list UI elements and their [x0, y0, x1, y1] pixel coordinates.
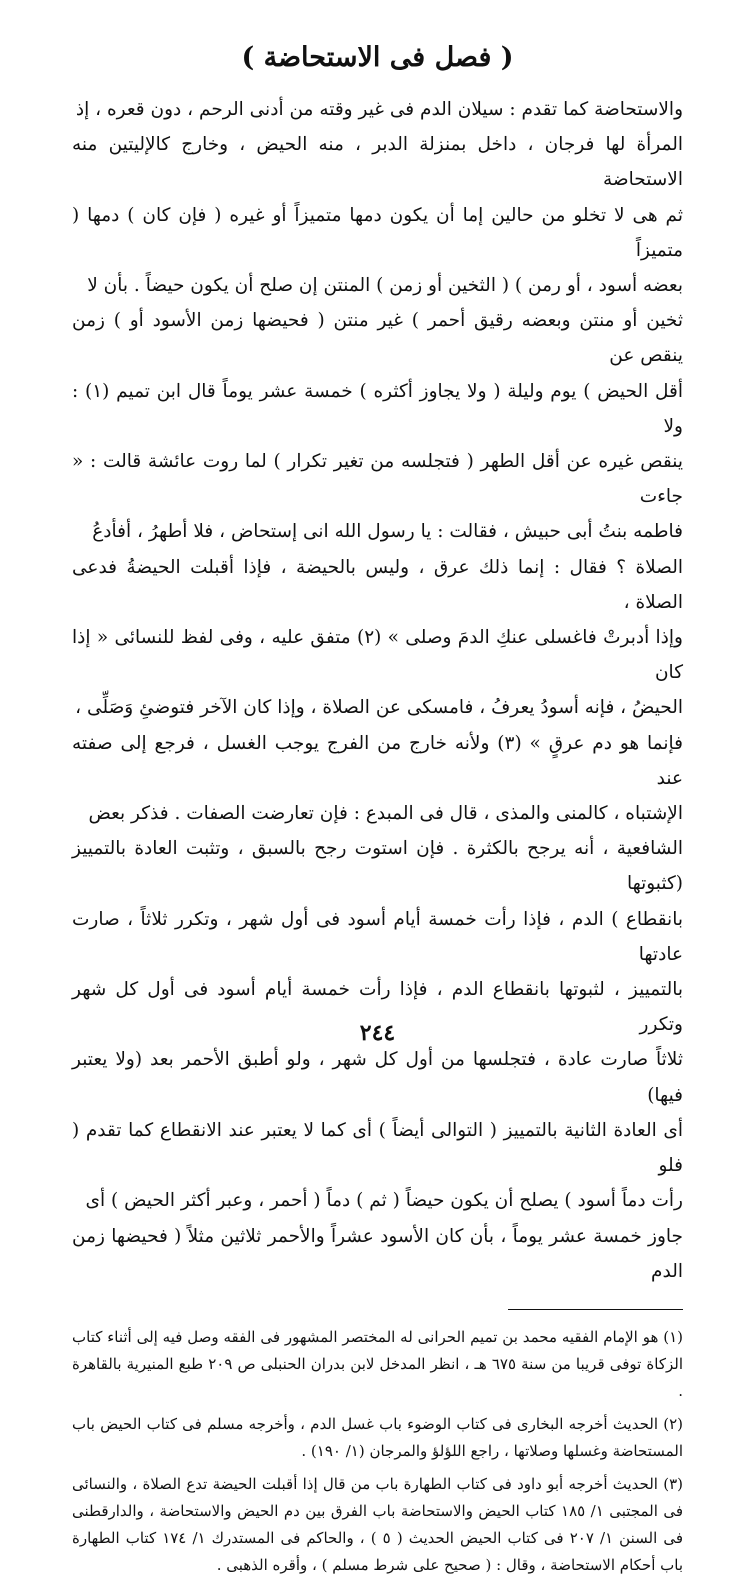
- section-title: ( فصل فى الاستحاضة ): [241, 42, 514, 73]
- text-line: ثخين أو منتن وبعضه رقيق أحمر ) غير منتن ( فحيضها زمن الأسود أو ) زمن ينقص عن: [72, 310, 683, 367]
- text-line: جاوز خمسة عشر يوماً ، بأن كان الأسود عشراً والأحمر ثلاثين مثلاً ( فحيضها زمن الدم: [72, 1225, 683, 1282]
- text-line: المرأة لها فرجان ، داخل بمنزلة الدبر ، منه الحيض ، وخارج كالإليتين منه الاستحاضة: [72, 134, 683, 191]
- main-text: [72, 92, 683, 1289]
- footnote: (١) هو الإمام الفقيه محمد بن تميم الحرانى له المختصر المشهور فى الفقه وصل فيه إلى أثناء كتاب الزكاة توفى قريبا من سنة ٦٧٥ هـ ، انظر المدخل لابن بدران الحنبلى ص ٢٠٩ طبع المنيرية بالقاهرة .: [72, 1327, 683, 1400]
- text-line: الحيضُ ، فإنه أسودُ يعرفُ ، فامسكى عن الصلاة ، وإذا كان الآخر فتوضئِ وَصَلِّى ،: [75, 697, 683, 719]
- text-line: وإذا أدبرتْ فاغسلى عنكِ الدمَ وصلى » (٢) متفق عليه ، وفى لفظ للنسائى « إذا كان: [72, 627, 683, 684]
- text-line: بانقطاع ) الدم ، فإذا رأت خمسة أيام أسود فى أول شهر ، وتكرر ثلاثاً ، صارت عادتها: [72, 908, 683, 965]
- text-line: فاطمه بنتُ أبى حبيش ، فقالت : يا رسول الله انى إستحاض ، فلا أطهرُ ، أفأدعُ: [92, 521, 683, 543]
- text-line: بعضه أسود ، أو رمن ) ( الثخين أو زمن ) المنتن إن صلح أن يكون حيضاً . بأن لا: [87, 275, 683, 297]
- footnote-separator: [508, 1309, 683, 1310]
- text-line: الشافعية ، أنه يرجح بالكثرة . فإن استوت رجح بالسبق ، وتثبت العادة بالتمييز (كثبوتها: [72, 838, 683, 895]
- text-line: الإشتباه ، كالمنى والمذى ، قال فى المبدع : فإن تعارضت الصفات . فذكر بعض: [88, 803, 683, 825]
- text-line: أقل الحيض ) يوم وليلة ( ولا يجاوز أكثره ) خمسة عشر يوماً قال ابن تميم (١) : ولا: [72, 380, 683, 437]
- text-line: والاستحاضة كما تقدم : سيلان الدم فى غير وقته من أدنى الرحم ، دون قعره ، إذ: [75, 99, 683, 120]
- page-number: ٢٤٤: [359, 1020, 396, 1046]
- footnotes: [72, 1324, 683, 1579]
- text-line: الصلاة ؟ فقال : إنما ذلك عرق ، وليس بالحيضة ، فإذا أقبلت الحيضةُ فدعى الصلاة ،: [72, 556, 683, 613]
- footnote: (٣) الحديث أخرجه أبو داود فى كتاب الطهارة باب من قال إذا أقبلت الحيضة تدع الصلاة ، والنسائى فى المجتبى ١/ ١٨٥ كتاب الحيض والاستحاضة باب الفرق بين دم الحيض والاستحاضة ، والدارقطنى فى السنن ١/ ٢٠٧ فى كتاب الحيض الحديث ( ٥ ) ، والحاكم فى المستدرك ١/ ١٧٤ كتاب الطهارة باب أحكام الاستحاضة ، وقال : ( صحيح على شرط مسلم ) ، وأقره الذهبى .: [72, 1474, 684, 1574]
- text-line: ثلاثاً صارت عادة ، فتجلسها من أول كل شهر ، ولو أطبق الأحمر بعد (ولا يعتبر فيها): [72, 1049, 683, 1106]
- text-line: ثم هى لا تخلو من حالين إما أن يكون دمها متميزاً أو غيره ( فإن كان ) دمها ( متميزاً: [72, 204, 683, 261]
- text-line: ينقص غيره عن أقل الطهر ( فتجلسه من تغير تكرار ) لما روت عائشة قالت : « جاءت: [72, 451, 683, 508]
- text-line: بالتمييز ، لثبوتها بانقطاع الدم ، فإذا رأت خمسة أيام أسود فى أول كل شهر وتكرر: [72, 979, 683, 1036]
- text-line: أى العادة الثانية بالتمييز ( التوالى أيضاً ) أى كما لا يعتبر عند الانقطاع كما تقدم ( فلو: [72, 1119, 683, 1177]
- text-line: فإنما هو دم عرقٍ » (٣) ولأنه خارج من الفرج يوجب الغسل ، فرجع إلى صفته عند: [72, 732, 683, 789]
- text-line: رأت دماً أسود ) يصلح أن يكون حيضاً ( ثم ) دماً ( أحمر ، وعبر أكثر الحيض ) أى: [85, 1190, 683, 1212]
- footnote: (٢) الحديث أخرجه البخارى فى كتاب الوضوء باب غسل الدم ، وأخرجه مسلم فى كتاب الحيض باب المستحاضة وغسلها وصلاتها ، راجع اللؤلؤ والمرجان (١/ ١٩٠) .: [72, 1414, 683, 1460]
